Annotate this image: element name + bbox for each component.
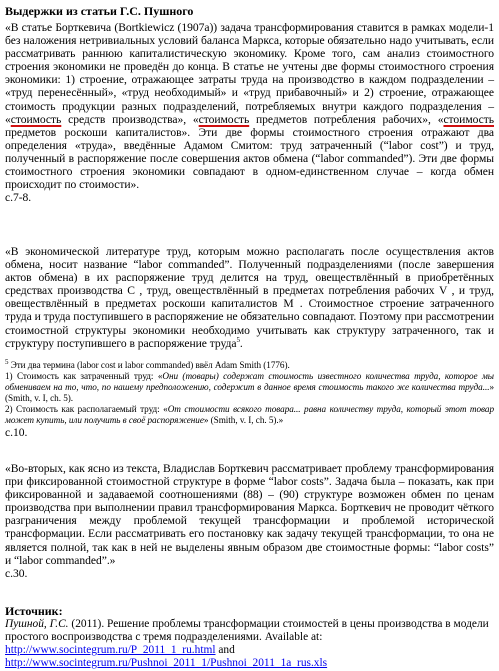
footnote-intro — [5, 357, 494, 371]
excerpt-paragraph-1 — [5, 21, 494, 204]
footnote-1-ref: » (Smith, v. I, ch. 5). — [5, 381, 494, 403]
excerpt-1-text-b: средств производства», « — [61, 112, 199, 126]
source-description: (2011). Решение проблемы трансформации стоимостей в цены производства в модели простого воспроизводства с тремя подразделениями. Available at: — [5, 618, 489, 643]
source-author: Пушной, Г.С. — [5, 618, 69, 630]
footnote-1-label: 1) Стоимость как затраченный труд: « — [5, 370, 163, 381]
page-reference-2: с.10. — [5, 425, 28, 439]
source-section — [5, 604, 494, 670]
footnote-intro-text: Эти два термина (labor cost и labor commanded) ввёл Adam Smith (1776). — [10, 359, 290, 370]
excerpt-2-text-a: «В экономической литературе труд, которым можно располагать после осуществления актов обмена, носит название “labor commanded”. Полученный подразделениями (после завершения актов обмена) в их распоряжение труд делится на труд, овеществлённый в приобретённых средствах производства C , труд, овеществлённый в предметах потребления рабочих V , и труд, овеществлённый в предметах роскоши капиталистов M . Стоимостное строение затраченного труда и труда поступившего в распоряжение не обязательно совпадают. Поэтому при рассмотрении стоимостной структуры экономики необходимо учитывать как структуру затраченного, так и структуру поступившего в распоряжение труда — [5, 245, 494, 350]
page-reference-3: с.30. — [5, 566, 28, 580]
source-citation — [5, 618, 494, 670]
underlined-term-3: стоимость — [443, 112, 494, 126]
footnote-number: 5 — [5, 357, 9, 366]
footnote-2-quote: От стоимости всякого товара... равна количеству труда, который этот товар может купить, или получить в своё распоряжение — [5, 403, 494, 425]
excerpt-paragraph-3 — [5, 462, 494, 580]
excerpt-1-text-c: предметов потребления рабочих», « — [249, 112, 444, 126]
excerpt-2-text-b: . — [239, 336, 243, 350]
footnote-2-ref: » (Smith, v. I, ch. 5).» — [203, 414, 284, 425]
page-reference-1: с.7-8. — [5, 191, 32, 205]
excerpt-paragraph-2 — [5, 245, 494, 439]
footnote-marker: 5 — [236, 335, 240, 344]
source-link-2[interactable]: http://www.socintegrum.ru/Pushnoi_2011_1/Pushnoi_2011_1a_rus.xls — [5, 657, 328, 669]
excerpt-2-body — [5, 245, 494, 350]
excerpt-1-text-d: предметов роскоши капиталистов». Эти две формы стоимостного строения отражают два определения «труда», введённые Адамом Смитом: труд затраченный (“labor cost”) и труд, полученный в распоряжение после совершения актов обмена (“labor commanded”). Эти две формы стоимостного строения экономики совпадают в одном-единственном случае – когда обмен происходит по стоимости». — [5, 125, 494, 192]
source-heading: Источник: — [5, 604, 63, 618]
footnote-item-2 — [5, 404, 494, 426]
underlined-term-1: стоимость — [10, 112, 62, 126]
excerpt-3-text: «Во-вторых, как ясно из текста, Владислав Борткевич рассматривает проблему трансформирования при фиксированной стоимостной структуре в форме “labor costs”. Задача была – показать, как при фиксированной и задаваемой соотношениями (88) – (90) структуре возможен обмен по ценам производства при выполнении правил трансформирования Маркса. Борткевич не проводит чёткого разграничения между проблемой текущей трансформации и проблемой исторической трансформации. Если рассматривать его постановку как задачу текущей трансформации, то она не является полной, так как в ней не выделены явным образом две стоимостные формы: “labor costs” и “labor commanded”.» — [5, 462, 494, 567]
underlined-term-2: стоимость — [198, 112, 250, 126]
page-title: Выдержки из статьи Г.С. Пушного — [5, 4, 194, 18]
footnote-item-1 — [5, 371, 494, 404]
source-and: and — [215, 644, 235, 656]
footnote-2-label: 2) Стоимость как располагаемый труд: « — [5, 403, 168, 414]
footnote-1-quote: Они (товары) содержат стоимость известного количества труда, которое мы обмениваем на то, что, по нашему предположению, содержит в данное время стоимость такого же количества труда... — [5, 370, 494, 392]
footnote-block — [5, 357, 494, 426]
excerpt-1-text-a: «В статье Борткевича (Bortkiewicz (1907a)) задача трансформирования ставится в рамках модели-1 без наложения нетривиальных условий баланса Маркса, которые обязательно надо учитывать, если рассматривать раннюю капиталистическую экономику. Кроме того, сам анализ стоимостного строения экономики не проведён до конца. В статье не учтены две формы стоимостного строения экономики: 1) строение, отражающее затраты труда на производство в каждом подразделении – «труд перенесённый», «труд необходимый» и «труд прибавочный» и 2) строение, отражающее стоимость продукции разных подразделений, потребляемых внутри каждого подразделения – « — [5, 21, 494, 126]
source-link-1[interactable]: http://www.socintegrum.ru/P_2011_1_ru.html — [5, 644, 216, 656]
